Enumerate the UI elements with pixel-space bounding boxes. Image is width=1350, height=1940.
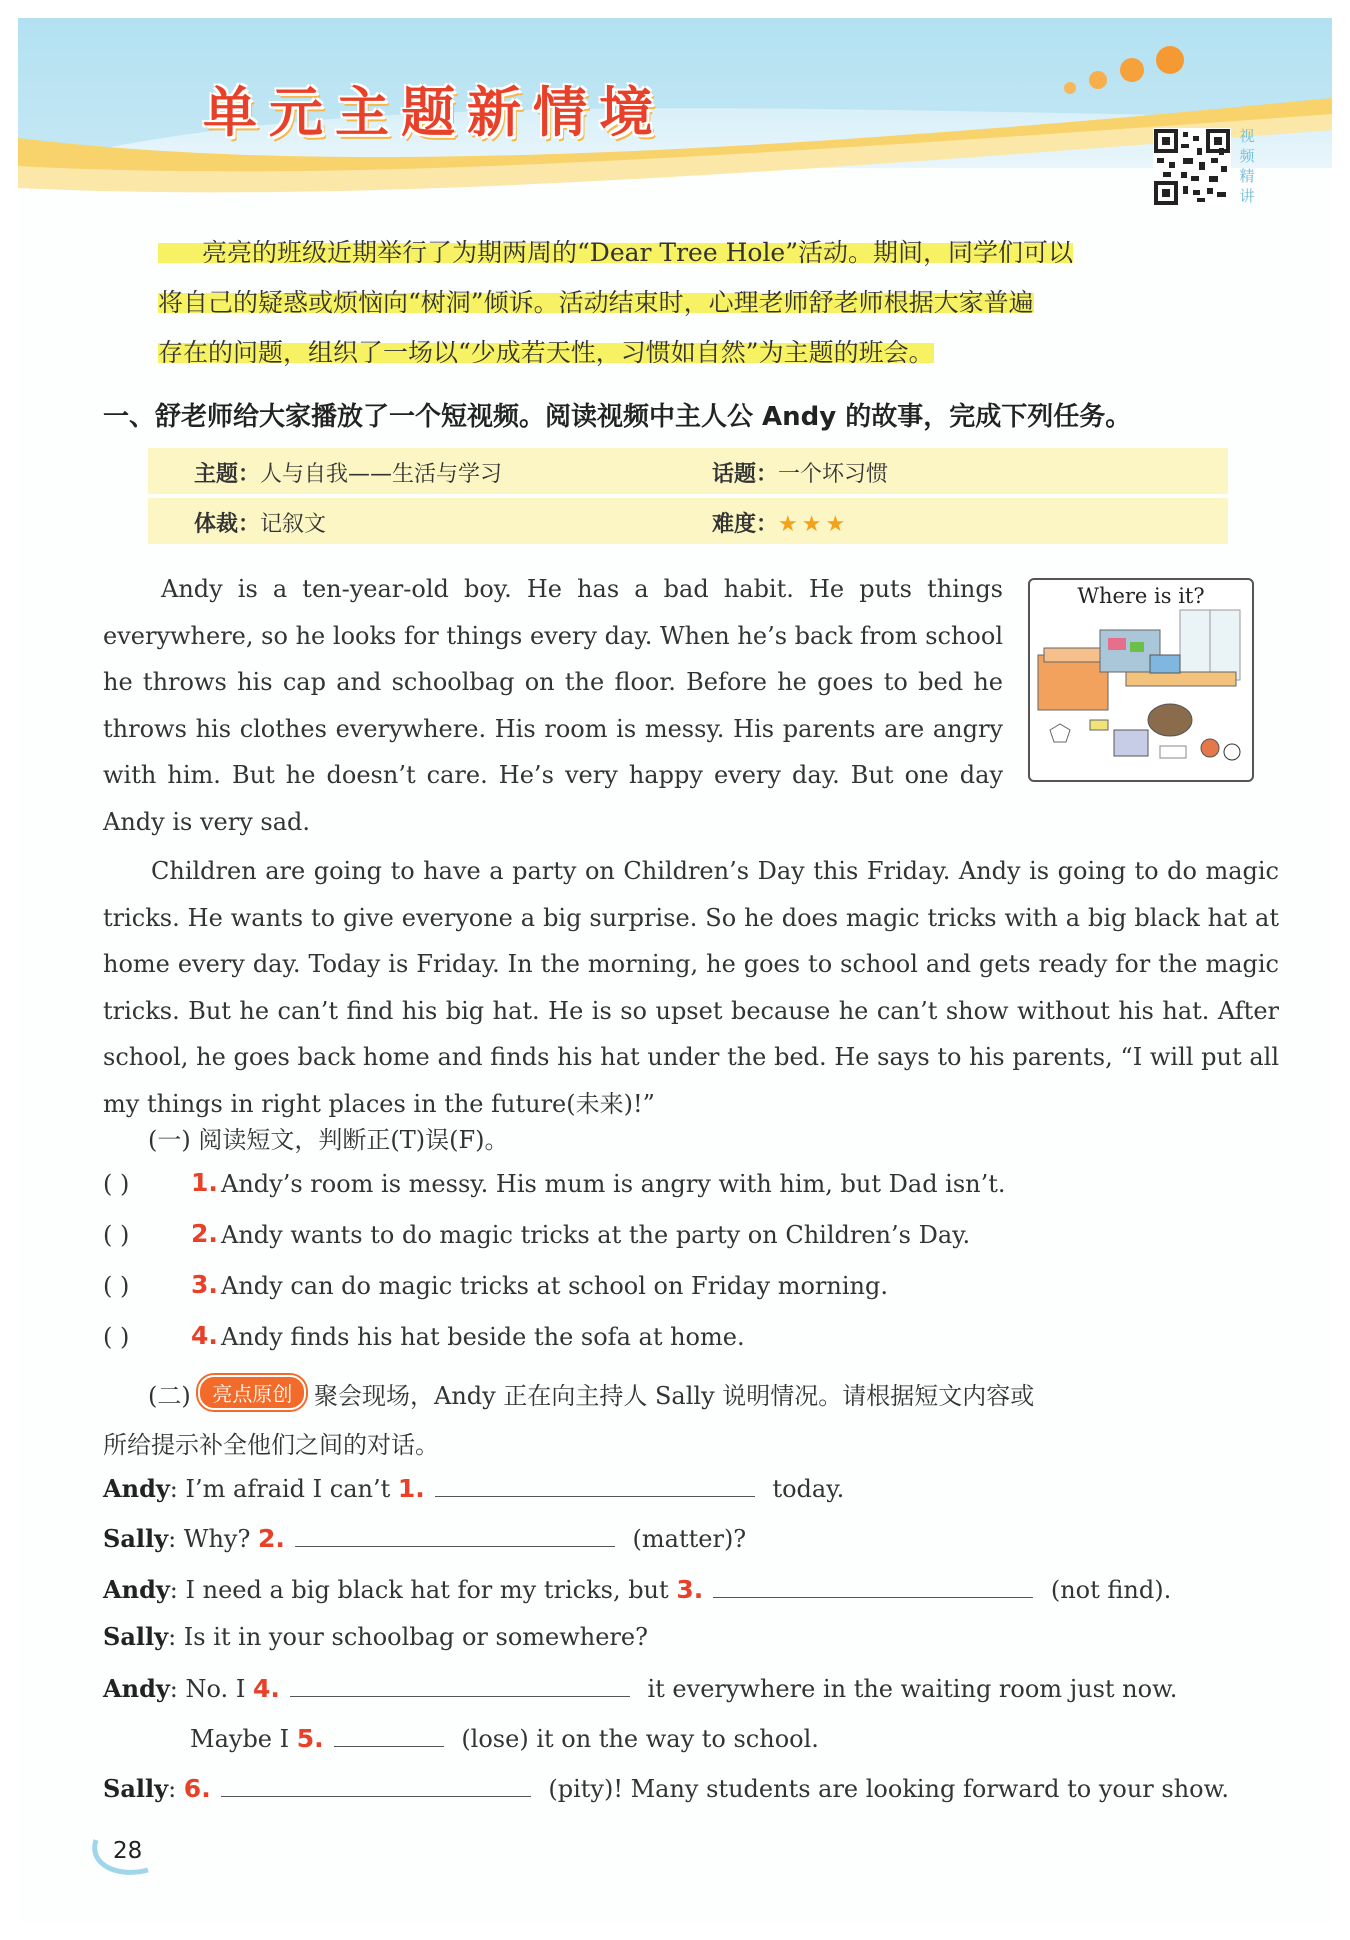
info-row	[148, 448, 1228, 494]
fill-blank-3[interactable]	[713, 1573, 1033, 1598]
decor-dot-icon	[1156, 46, 1184, 74]
question-number: 1.	[191, 1168, 218, 1197]
fill-blank-5[interactable]	[334, 1722, 444, 1747]
decor-dot-icon	[1120, 58, 1144, 82]
intro-line: 将自己的疑惑或烦恼向“树洞”倾诉。活动结束时，心理老师舒老师根据大家普遍	[158, 288, 1034, 317]
intro-paragraph	[158, 228, 1278, 378]
decor-dot-icon	[1089, 71, 1107, 89]
tf-question	[103, 1170, 1283, 1210]
decor-dot-icon	[1064, 82, 1076, 94]
question-number: 4.	[191, 1321, 218, 1350]
dialogue-line: Andy: I’m afraid I can’t 1. today.	[103, 1474, 845, 1503]
workbook-page	[18, 18, 1332, 1922]
fill-blank-2[interactable]	[295, 1522, 615, 1547]
difficulty-cell: 难度：★★★	[712, 512, 850, 537]
answer-blank[interactable]: ( )	[103, 1323, 130, 1351]
question-text: Andy’s room is messy. His mum is angry with him, but Dad isn’t.	[221, 1170, 1006, 1198]
question-number: 3.	[191, 1270, 218, 1299]
info-table	[148, 448, 1228, 548]
section-title: 一、舒老师给大家播放了一个短视频。阅读视频中主人公 Andy 的故事，完成下列任务。	[103, 402, 1132, 432]
picture-caption: Where is it?	[1077, 584, 1205, 608]
answer-blank[interactable]: ( )	[103, 1272, 130, 1300]
question-number: 2.	[191, 1219, 218, 1248]
qr-video-label: 视频精讲	[1239, 127, 1255, 205]
question-text: Andy wants to do magic tricks at the party on Children’s Day.	[221, 1221, 971, 1249]
answer-blank[interactable]: ( )	[103, 1221, 130, 1249]
part2-instruction-b: 所给提示补全他们之间的对话。	[103, 1431, 439, 1459]
page-number: 28	[113, 1838, 143, 1864]
difficulty-stars-icon: ★★★	[778, 512, 850, 537]
qr-code-icon[interactable]	[1153, 128, 1231, 206]
intro-line: 亮亮的班级近期举行了为期两周的“Dear Tree Hole”活动。期间，同学们可以	[158, 228, 1278, 278]
dialogue-line: Maybe I 5. (lose) it on the way to school.	[190, 1724, 819, 1753]
fill-blank-1[interactable]	[435, 1472, 755, 1497]
tf-question	[103, 1221, 1283, 1261]
topic-cell: 话题：一个坏习惯	[712, 462, 889, 487]
question-text: Andy can do magic tricks at school on Friday morning.	[221, 1272, 888, 1300]
dialogue-line: Sally: 6. (pity)! Many students are looking forward to your show.	[103, 1774, 1229, 1803]
dialogue-line: Andy: I need a big black hat for my tricks, but 3. (not find).	[103, 1575, 1172, 1604]
genre-cell: 体裁：记叙文	[194, 512, 327, 537]
unit-title: 单元主题新情境	[203, 81, 665, 144]
fill-blank-4[interactable]	[290, 1672, 630, 1697]
part2-instruction-a: 聚会现场，Andy 正在向主持人 Sally 说明情况。请根据短文内容或	[314, 1382, 1035, 1410]
info-row	[148, 498, 1228, 544]
theme-cell: 主题：人与自我——生活与学习	[194, 462, 503, 487]
intro-line: 存在的问题，组织了一场以“少成若天性，习惯如自然”为主题的班会。	[158, 338, 934, 367]
dialogue-line: Sally: Is it in your schoolbag or somewhere?	[103, 1622, 648, 1651]
part2-instruction	[148, 1376, 1034, 1413]
answer-blank[interactable]: ( )	[103, 1170, 130, 1198]
passage-paragraph-2: Children are going to have a party on Children’s Day this Friday. Andy is going to do magic tricks. He wants to give everyone a big surprise. So he does magic tricks with a big black hat at home every day. Today is Friday. In the morning, he goes to school and gets ready for the magic tricks. But he can’t find his big hat. He is so upset because he can’t show without his hat. After school, he goes back home and finds his hat under the bed. He says to his parents, “I will put all my things in right places in the future(未来)!”	[103, 857, 1279, 1118]
dialogue-line: Sally: Why? 2. (matter)?	[103, 1524, 747, 1553]
messy-room-icon	[1030, 580, 1252, 780]
part2-prefix: (二)	[148, 1382, 191, 1410]
fill-blank-6[interactable]	[221, 1772, 531, 1797]
original-badge: 亮点原创	[198, 1375, 306, 1410]
question-text: Andy finds his hat beside the sofa at home.	[221, 1323, 745, 1351]
dialogue-line: Andy: No. I 4. it everywhere in the waiting room just now.	[103, 1674, 1178, 1703]
passage-paragraph-1: Andy is a ten-year-old boy. He has a bad habit. He puts things everywhere, so he looks for things every day. When he’s back from school he throws his cap and schoolbag on the floor. Before he goes to bed he throws his clothes everywhere. His room is messy. His parents are angry with him. But he doesn’t care. He’s very happy every day. But one day Andy is very sad.	[103, 575, 1003, 836]
part1-title: (一) 阅读短文，判断正(T)误(F)。	[148, 1126, 509, 1154]
messy-room-illustration	[1028, 578, 1254, 782]
tf-question	[103, 1323, 1283, 1363]
tf-question	[103, 1272, 1283, 1312]
